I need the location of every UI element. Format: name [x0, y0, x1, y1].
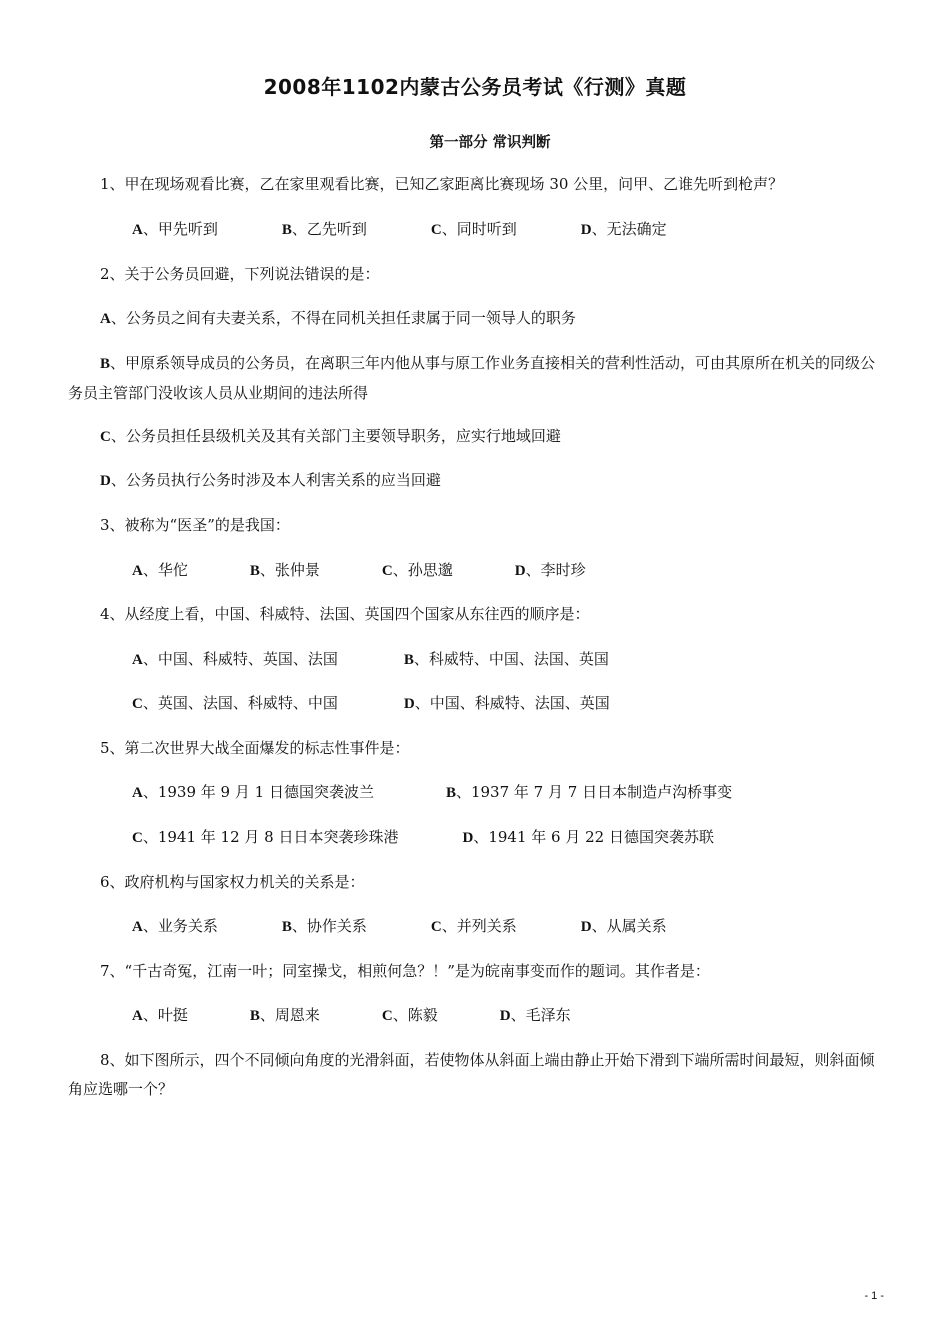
option-d: D、中国、科威特、法国、英国 — [403, 694, 610, 712]
question-4-options-row-2 — [68, 689, 888, 719]
page-number: - 1 - — [864, 1290, 884, 1302]
question-8-stem: 8、如下图所示，四个不同倾向角度的光滑斜面，若使物体从斜面上端由静止开始下滑到下端所需时间最短，则斜面倾角应选哪一个？ — [68, 1051, 875, 1098]
option-d: D、无法确定 — [580, 220, 667, 238]
option-d: D、从属关系 — [580, 917, 667, 935]
option-c: C、1941 年 12 月 8 日日本突袭珍珠港 — [132, 828, 399, 846]
option-b: B、乙先听到 — [281, 220, 367, 238]
question-6-stem: 6、政府机构与国家权力机关的关系是： — [100, 873, 365, 891]
question-7-stem: 7、“千古奇冤，江南一叶；同室操戈，相煎何急？！”是为皖南事变而作的题词。其作者是： — [100, 962, 710, 980]
question-3-stem: 3、被称为“医圣”的是我国： — [100, 516, 290, 534]
document-title: 2008年1102内蒙古公务员考试《行测》真题 — [263, 75, 687, 99]
question-2-option-c: C、公务员担任县级机关及其有关部门主要领导职务，应实行地域回避 — [100, 427, 561, 445]
option-b: B、周恩来 — [249, 1006, 320, 1024]
option-d: D、1941 年 6 月 22 日德国突袭苏联 — [462, 828, 714, 846]
question-2-option-a: A、公务员之间有夫妻关系，不得在同机关担任隶属于同一领导人的职务 — [100, 309, 576, 327]
section-heading: 第一部分 常识判断 — [429, 135, 551, 151]
question-5-stem: 5、第二次世界大战全面爆发的标志性事件是： — [100, 739, 410, 757]
option-c: C、并列关系 — [430, 917, 517, 935]
question-2-option-b: B、甲原系领导成员的公务员，在离职三年内他从事与原工作业务直接相关的营利性活动，可由其原所在机关的同级公务员主管部门没收该人员从业期间的违法所得 — [68, 354, 876, 402]
option-c: C、同时听到 — [430, 220, 517, 238]
question-1-stem: 1、甲在现场观看比赛，乙在家里观看比赛，已知乙家距离比赛现场 30 公里，问甲、乙谁先听到枪声？ — [100, 175, 784, 193]
question-4-options-row-1 — [68, 645, 888, 675]
option-d: D、李时珍 — [514, 561, 586, 579]
option-a: A、1939 年 9 月 1 日德国突袭波兰 — [132, 783, 374, 801]
question-4-stem: 4、从经度上看，中国、科威特、法国、英国四个国家从东往西的顺序是： — [100, 605, 590, 623]
question-1-options — [68, 215, 888, 245]
question-2-option-d: D、公务员执行公务时涉及本人利害关系的应当回避 — [100, 471, 441, 489]
question-3-options — [68, 556, 888, 586]
question-2-stem: 2、关于公务员回避，下列说法错误的是： — [100, 265, 380, 283]
question-5-options-row-2 — [68, 823, 888, 853]
option-a: A、中国、科威特、英国、法国 — [132, 650, 338, 668]
option-c: C、孙思邈 — [381, 561, 453, 579]
option-d: D、毛泽东 — [499, 1006, 571, 1024]
option-b: B、协作关系 — [281, 917, 367, 935]
question-7-options — [68, 1001, 888, 1031]
option-a: A、华佗 — [132, 561, 188, 579]
option-b: B、张仲景 — [249, 561, 320, 579]
option-a: A、叶挺 — [132, 1006, 188, 1024]
question-6-options — [68, 912, 888, 942]
option-a: A、业务关系 — [132, 917, 218, 935]
option-a: A、甲先听到 — [132, 220, 218, 238]
option-c: C、英国、法国、科威特、中国 — [132, 694, 338, 712]
option-c: C、陈毅 — [381, 1006, 438, 1024]
option-b: B、科威特、中国、法国、英国 — [403, 650, 609, 668]
option-b: B、1937 年 7 月 7 日日本制造卢沟桥事变 — [445, 783, 733, 801]
question-5-options-row-1 — [68, 778, 888, 808]
